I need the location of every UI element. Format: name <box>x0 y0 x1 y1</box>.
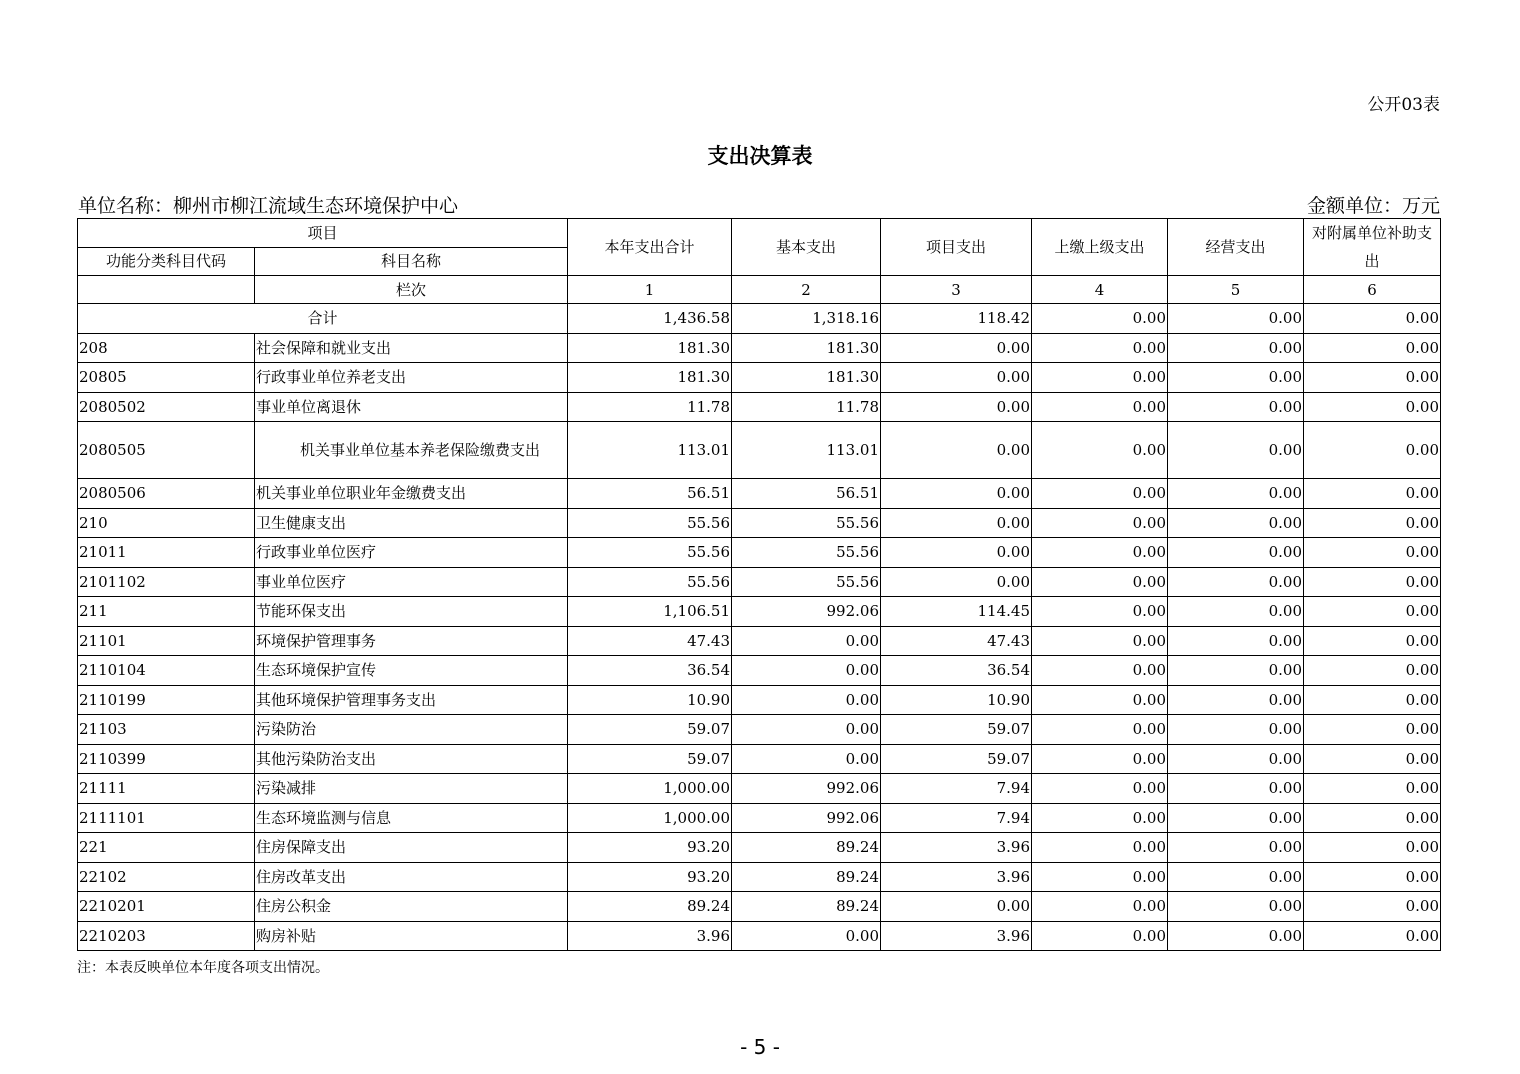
column-number: 6 <box>1304 276 1441 304</box>
amount-cell: 0.00 <box>1168 363 1304 393</box>
amount-cell: 3.96 <box>881 921 1032 951</box>
subject-code: 208 <box>78 333 255 363</box>
amount-cell: 0.00 <box>1032 744 1168 774</box>
amount-cell: 0.00 <box>1032 508 1168 538</box>
amount-cell: 0.00 <box>1304 685 1441 715</box>
table-row <box>78 862 1441 892</box>
amount-cell: 59.07 <box>568 715 732 745</box>
amount-cell: 0.00 <box>1168 715 1304 745</box>
subject-code: 2101102 <box>78 567 255 597</box>
amount-cell: 55.56 <box>732 538 881 568</box>
table-row <box>78 656 1441 686</box>
amount-cell: 0.00 <box>1168 479 1304 509</box>
column-number-empty <box>78 276 255 304</box>
table-row <box>78 333 1441 363</box>
total-value: 0.00 <box>1168 304 1304 334</box>
amount-cell: 3.96 <box>568 921 732 951</box>
total-value: 0.00 <box>1304 304 1441 334</box>
amount-cell: 0.00 <box>1032 333 1168 363</box>
subject-code: 2080505 <box>78 422 255 479</box>
amount-cell: 56.51 <box>568 479 732 509</box>
amount-cell: 0.00 <box>1168 333 1304 363</box>
amount-cell: 0.00 <box>881 892 1032 922</box>
amount-cell: 59.07 <box>881 715 1032 745</box>
subject-name: 污染防治 <box>255 715 568 745</box>
header-subsidy: 对附属单位补助支出 <box>1304 219 1441 276</box>
amount-cell: 11.78 <box>732 392 881 422</box>
subject-name: 污染减排 <box>255 774 568 804</box>
amount-cell: 0.00 <box>1304 508 1441 538</box>
amount-cell: 114.45 <box>881 597 1032 627</box>
amount-cell: 0.00 <box>1032 479 1168 509</box>
table-row <box>78 422 1441 479</box>
header-total: 本年支出合计 <box>568 219 732 276</box>
header-row-1 <box>78 219 1441 248</box>
page-number: - 5 - <box>740 1035 780 1059</box>
amount-cell: 0.00 <box>881 363 1032 393</box>
amount-cell: 89.24 <box>732 833 881 863</box>
amount-cell: 0.00 <box>1304 833 1441 863</box>
column-number: 2 <box>732 276 881 304</box>
amount-cell: 992.06 <box>732 774 881 804</box>
subject-name: 机关事业单位职业年金缴费支出 <box>255 479 568 509</box>
table-row <box>78 803 1441 833</box>
amount-cell: 181.30 <box>568 333 732 363</box>
amount-cell: 0.00 <box>1032 833 1168 863</box>
amount-cell: 0.00 <box>732 685 881 715</box>
amount-cell: 55.56 <box>568 567 732 597</box>
unit-name: 单位名称：柳州市柳江流域生态环境保护中心 <box>78 195 459 217</box>
table-row <box>78 508 1441 538</box>
amount-cell: 0.00 <box>1032 392 1168 422</box>
total-value: 1,318.16 <box>732 304 881 334</box>
amount-cell: 0.00 <box>1168 921 1304 951</box>
subject-name: 环境保护管理事务 <box>255 626 568 656</box>
amount-cell: 0.00 <box>1168 422 1304 479</box>
amount-cell: 0.00 <box>1304 626 1441 656</box>
amount-cell: 0.00 <box>881 479 1032 509</box>
amount-cell: 0.00 <box>881 508 1032 538</box>
expenditure-table <box>77 218 1441 951</box>
amount-cell: 0.00 <box>1168 392 1304 422</box>
amount-cell: 0.00 <box>732 626 881 656</box>
amount-cell: 55.56 <box>568 538 732 568</box>
amount-cell: 1,000.00 <box>568 774 732 804</box>
amount-cell: 0.00 <box>1168 803 1304 833</box>
amount-cell: 181.30 <box>568 363 732 393</box>
table-row <box>78 715 1441 745</box>
amount-cell: 0.00 <box>1168 774 1304 804</box>
amount-cell: 113.01 <box>732 422 881 479</box>
amount-cell: 0.00 <box>1168 685 1304 715</box>
subject-code: 2111101 <box>78 803 255 833</box>
amount-cell: 0.00 <box>1032 715 1168 745</box>
subject-name: 其他环境保护管理事务支出 <box>255 685 568 715</box>
amount-cell: 59.07 <box>881 744 1032 774</box>
amount-cell: 0.00 <box>1032 862 1168 892</box>
subject-name: 卫生健康支出 <box>255 508 568 538</box>
amount-cell: 0.00 <box>881 422 1032 479</box>
subject-name: 住房公积金 <box>255 892 568 922</box>
header-project: 项目支出 <box>881 219 1032 276</box>
total-label: 合计 <box>78 304 568 334</box>
amount-cell: 0.00 <box>1304 392 1441 422</box>
amount-cell: 0.00 <box>1168 833 1304 863</box>
column-number-row <box>78 276 1441 304</box>
table-row <box>78 479 1441 509</box>
amount-cell: 0.00 <box>1032 685 1168 715</box>
amount-cell: 47.43 <box>568 626 732 656</box>
amount-cell: 56.51 <box>732 479 881 509</box>
amount-cell: 0.00 <box>1032 626 1168 656</box>
amount-cell: 7.94 <box>881 774 1032 804</box>
subject-code: 20805 <box>78 363 255 393</box>
amount-cell: 93.20 <box>568 862 732 892</box>
table-row <box>78 363 1441 393</box>
amount-cell: 0.00 <box>1168 508 1304 538</box>
subject-code: 2210201 <box>78 892 255 922</box>
subject-name: 住房改革支出 <box>255 862 568 892</box>
subject-name: 其他污染防治支出 <box>255 744 568 774</box>
total-value: 118.42 <box>881 304 1032 334</box>
amount-cell: 0.00 <box>1304 715 1441 745</box>
amount-cell: 0.00 <box>1032 921 1168 951</box>
subject-code: 2110399 <box>78 744 255 774</box>
subject-code: 21111 <box>78 774 255 804</box>
header-business: 经营支出 <box>1168 219 1304 276</box>
amount-cell: 0.00 <box>1304 921 1441 951</box>
amount-cell: 7.94 <box>881 803 1032 833</box>
table-row <box>78 567 1441 597</box>
amount-cell: 0.00 <box>1304 803 1441 833</box>
amount-cell: 89.24 <box>732 892 881 922</box>
amount-cell: 11.78 <box>568 392 732 422</box>
amount-cell: 0.00 <box>1032 774 1168 804</box>
header-basic: 基本支出 <box>732 219 881 276</box>
total-row <box>78 304 1441 334</box>
subject-name: 生态环境保护宣传 <box>255 656 568 686</box>
amount-cell: 0.00 <box>1168 538 1304 568</box>
page-title: 支出决算表 <box>707 144 813 168</box>
amount-cell: 59.07 <box>568 744 732 774</box>
amount-cell: 181.30 <box>732 333 881 363</box>
table-row <box>78 892 1441 922</box>
amount-cell: 0.00 <box>881 567 1032 597</box>
amount-cell: 0.00 <box>1304 538 1441 568</box>
amount-cell: 0.00 <box>1168 862 1304 892</box>
amount-cell: 0.00 <box>732 715 881 745</box>
amount-cell: 0.00 <box>1032 567 1168 597</box>
amount-cell: 0.00 <box>1168 656 1304 686</box>
column-number: 1 <box>568 276 732 304</box>
subject-name: 社会保障和就业支出 <box>255 333 568 363</box>
amount-cell: 89.24 <box>732 862 881 892</box>
table-row <box>78 538 1441 568</box>
amount-cell: 0.00 <box>1168 597 1304 627</box>
amount-cell: 3.96 <box>881 833 1032 863</box>
amount-cell: 0.00 <box>1032 803 1168 833</box>
amount-cell: 113.01 <box>568 422 732 479</box>
header-code: 功能分类科目代码 <box>78 247 255 276</box>
header-item: 项目 <box>78 219 568 248</box>
form-number: 公开03表 <box>1367 95 1440 115</box>
column-number: 5 <box>1168 276 1304 304</box>
amount-cell: 992.06 <box>732 803 881 833</box>
amount-cell: 0.00 <box>1304 567 1441 597</box>
table-row <box>78 626 1441 656</box>
table-row <box>78 597 1441 627</box>
amount-unit: 金额单位：万元 <box>1306 195 1440 217</box>
amount-cell: 10.90 <box>881 685 1032 715</box>
table-note: 注：本表反映单位本年度各项支出情况。 <box>77 960 329 976</box>
total-value: 1,436.58 <box>568 304 732 334</box>
subject-code: 2080502 <box>78 392 255 422</box>
subject-name: 机关事业单位基本养老保险缴费支出 <box>255 422 568 479</box>
amount-cell: 0.00 <box>1032 363 1168 393</box>
table-row <box>78 685 1441 715</box>
subject-name: 行政事业单位养老支出 <box>255 363 568 393</box>
subject-name: 事业单位医疗 <box>255 567 568 597</box>
amount-cell: 992.06 <box>732 597 881 627</box>
amount-cell: 0.00 <box>1304 363 1441 393</box>
amount-cell: 55.56 <box>568 508 732 538</box>
amount-cell: 0.00 <box>732 656 881 686</box>
amount-cell: 93.20 <box>568 833 732 863</box>
amount-cell: 0.00 <box>1304 744 1441 774</box>
subject-code: 221 <box>78 833 255 863</box>
amount-cell: 0.00 <box>1304 862 1441 892</box>
subject-name: 生态环境监测与信息 <box>255 803 568 833</box>
amount-cell: 0.00 <box>1304 892 1441 922</box>
amount-cell: 0.00 <box>1168 626 1304 656</box>
table-body <box>78 219 1441 951</box>
amount-cell: 55.56 <box>732 567 881 597</box>
amount-cell: 36.54 <box>568 656 732 686</box>
subject-code: 2110104 <box>78 656 255 686</box>
amount-cell: 0.00 <box>1032 422 1168 479</box>
amount-cell: 0.00 <box>881 333 1032 363</box>
amount-cell: 0.00 <box>1304 479 1441 509</box>
amount-cell: 0.00 <box>881 538 1032 568</box>
subject-code: 22102 <box>78 862 255 892</box>
header-name: 科目名称 <box>255 247 568 276</box>
column-number: 3 <box>881 276 1032 304</box>
amount-cell: 0.00 <box>1304 422 1441 479</box>
amount-cell: 55.56 <box>732 508 881 538</box>
subject-code: 211 <box>78 597 255 627</box>
amount-cell: 0.00 <box>1168 567 1304 597</box>
subject-code: 210 <box>78 508 255 538</box>
subject-code: 21011 <box>78 538 255 568</box>
amount-cell: 0.00 <box>1304 774 1441 804</box>
amount-cell: 89.24 <box>568 892 732 922</box>
table-row <box>78 392 1441 422</box>
subject-code: 21101 <box>78 626 255 656</box>
amount-cell: 0.00 <box>1304 597 1441 627</box>
subject-name: 事业单位离退休 <box>255 392 568 422</box>
amount-cell: 0.00 <box>1304 333 1441 363</box>
column-number: 4 <box>1032 276 1168 304</box>
amount-cell: 47.43 <box>881 626 1032 656</box>
subject-name: 住房保障支出 <box>255 833 568 863</box>
table-row <box>78 921 1441 951</box>
amount-cell: 0.00 <box>1168 744 1304 774</box>
amount-cell: 1,000.00 <box>568 803 732 833</box>
total-value: 0.00 <box>1032 304 1168 334</box>
column-row-label: 栏次 <box>255 276 568 304</box>
table-row <box>78 744 1441 774</box>
subject-name: 节能环保支出 <box>255 597 568 627</box>
amount-cell: 0.00 <box>1032 892 1168 922</box>
amount-cell: 1,106.51 <box>568 597 732 627</box>
subject-code: 21103 <box>78 715 255 745</box>
amount-cell: 10.90 <box>568 685 732 715</box>
subject-code: 2210203 <box>78 921 255 951</box>
amount-cell: 0.00 <box>1032 656 1168 686</box>
subject-code: 2110199 <box>78 685 255 715</box>
amount-cell: 3.96 <box>881 862 1032 892</box>
subject-name: 购房补贴 <box>255 921 568 951</box>
table-row <box>78 774 1441 804</box>
amount-cell: 0.00 <box>1168 892 1304 922</box>
amount-cell: 0.00 <box>1304 656 1441 686</box>
header-upper: 上缴上级支出 <box>1032 219 1168 276</box>
amount-cell: 181.30 <box>732 363 881 393</box>
amount-cell: 0.00 <box>732 744 881 774</box>
amount-cell: 0.00 <box>1032 538 1168 568</box>
subject-name: 行政事业单位医疗 <box>255 538 568 568</box>
amount-cell: 36.54 <box>881 656 1032 686</box>
subject-code: 2080506 <box>78 479 255 509</box>
amount-cell: 0.00 <box>881 392 1032 422</box>
amount-cell: 0.00 <box>1032 597 1168 627</box>
amount-cell: 0.00 <box>732 921 881 951</box>
table-row <box>78 833 1441 863</box>
